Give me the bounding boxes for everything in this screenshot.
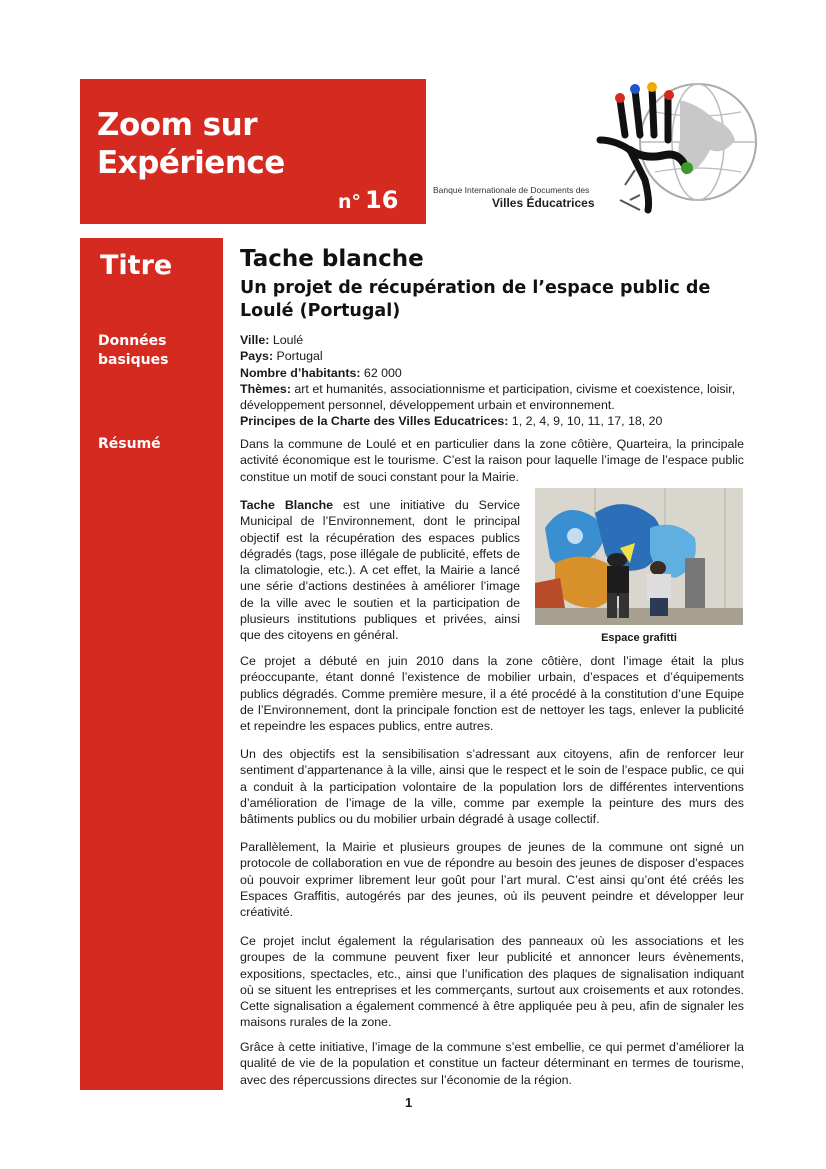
basic-data [240, 332, 746, 430]
issue-number-value: 16 [365, 186, 399, 214]
logo [430, 80, 760, 220]
logo-line2: Villes Éducatrices [492, 196, 595, 210]
paragraph-6: Ce projet inclut également la régularisation des panneaux où les associations et les groupes de la commune peuvent fixer leur publicité et annoncer leurs évènements, expositions, spectacles, etc., ainsi que l’unification des plaques de signalisation indiquant où se situent les entreprises et les commerçants, surtout aux croisements et aux rotondes. Cette signalisation a également commencé à être appliquée peu à peu, afin de signaler les maisons rurales de la zone. [240, 934, 744, 1030]
themes-value: art et humanités, associationnisme et participation, civisme et coexistence, loisir, développement personnel, développement urbain et environnement. [240, 381, 736, 413]
sidebar-donnees-label: Données basiques [98, 333, 169, 368]
paragraph-1: Dans la commune de Loulé et en particulier dans la zone côtière, Quarteira, la principale activité économique est le tourisme. C’est la raison pour laquelle l’image de l’espace public constitue un motif de souci constant pour la Mairie. [240, 437, 744, 484]
habitants-value: 62 000 [360, 365, 402, 380]
paragraph-7: Grâce à cette initiative, l’image de la commune s’est embellie, ce qui permet d’améliorer la qualité de vie de la population et constitue un facteur déterminant en termes de tourisme, avec des répercussions directes sur l’économie de la région. [240, 1040, 744, 1087]
page-title: Tache blanche [240, 246, 424, 272]
ville-value: Loulé [269, 333, 304, 347]
header-box [80, 79, 426, 224]
page-number: 1 [405, 1095, 413, 1110]
habitants-label: Nombre d’habitants: [240, 365, 361, 380]
page-subtitle: Un projet de récupération de l’espace public de Loulé (Portugal) [240, 278, 711, 321]
issue-number-prefix: n° [338, 191, 362, 213]
paragraph-2 [240, 497, 520, 644]
paragraph-5: Parallèlement, la Mairie et plusieurs groupes de jeunes de la commune ont signé un protocole de collaboration en vue de répondre au besoin des jeunes de disposer d’espaces où pouvoir exprimer librement leur goût pour l’art mural. C’est ainsi qu’ont été créés les Espaces Graffitis, autogérés par des jeunes, où ils peuvent peindre et développer leur créativité. [240, 840, 744, 920]
paragraph-4: Un des objectifs est la sensibilisation s’adressant aux citoyens, afin de renforcer leur sentiment d’appartenance à la ville, ainsi que le respect et le soin de l’espace public, ce qui a conduit à la participation volontaire de la population lors de différentes interventions d’amélioration de l’image de la ville, comme par exemple la peinture des murs des bâtiments publics ou du mobilier urbain dégradé à usage collectif. [240, 747, 744, 827]
paragraph-3: Ce projet a débuté en juin 2010 dans la zone côtière, dont l’image était la plus préoccupante, étant donné l’existence de mobilier urbain, d’espaces et d’équipements publics dégradés. Comme première mesure, il a été procédé à la constitution d’une Equipe de l’Environnement, dont la principale fonction est de nettoyer les tags, enlever la publicité et repeindre les espaces publics, entre autres. [240, 654, 744, 734]
paragraph-2-body: est une initiative du Service Municipal de l’Environnement, dont le principal objectif est la récupération des espaces publics dégradés (tags, pose illégale de publicité, effets de la climatologie, etc.). A cet effet, la Mairie a lancé une série d’actions destinées à améliorer l’image de la ville avec le soutien et la participation de plusieurs institutions publiques et privées, ainsi que des citoyens en général. [240, 498, 520, 643]
sidebar-titre-label: Titre [100, 250, 173, 281]
logo-text [433, 185, 595, 210]
pays-value: Portugal [273, 349, 323, 364]
sidebar-resume-label: Résumé [98, 436, 161, 452]
issue-number [338, 186, 398, 214]
paragraph-2-lead: Tache Blanche [240, 498, 334, 512]
graffiti-image-icon [535, 488, 743, 625]
pays-label: Pays: [240, 349, 274, 364]
principes-label: Principes de la Charte des Villes Educatrices: [240, 414, 509, 429]
principes-value: 1, 2, 4, 9, 10, 11, 17, 18, 20 [508, 414, 663, 429]
themes-label: Thèmes: [240, 381, 291, 396]
photo-caption: Espace grafitti [601, 632, 677, 644]
ville-label: Ville: [240, 333, 270, 347]
sidebar [80, 238, 223, 1090]
graffiti-photo [535, 488, 743, 625]
logo-line1: Banque Internationale de Documents des [433, 185, 590, 195]
header-title: Zoom sur Expérience [97, 107, 285, 181]
